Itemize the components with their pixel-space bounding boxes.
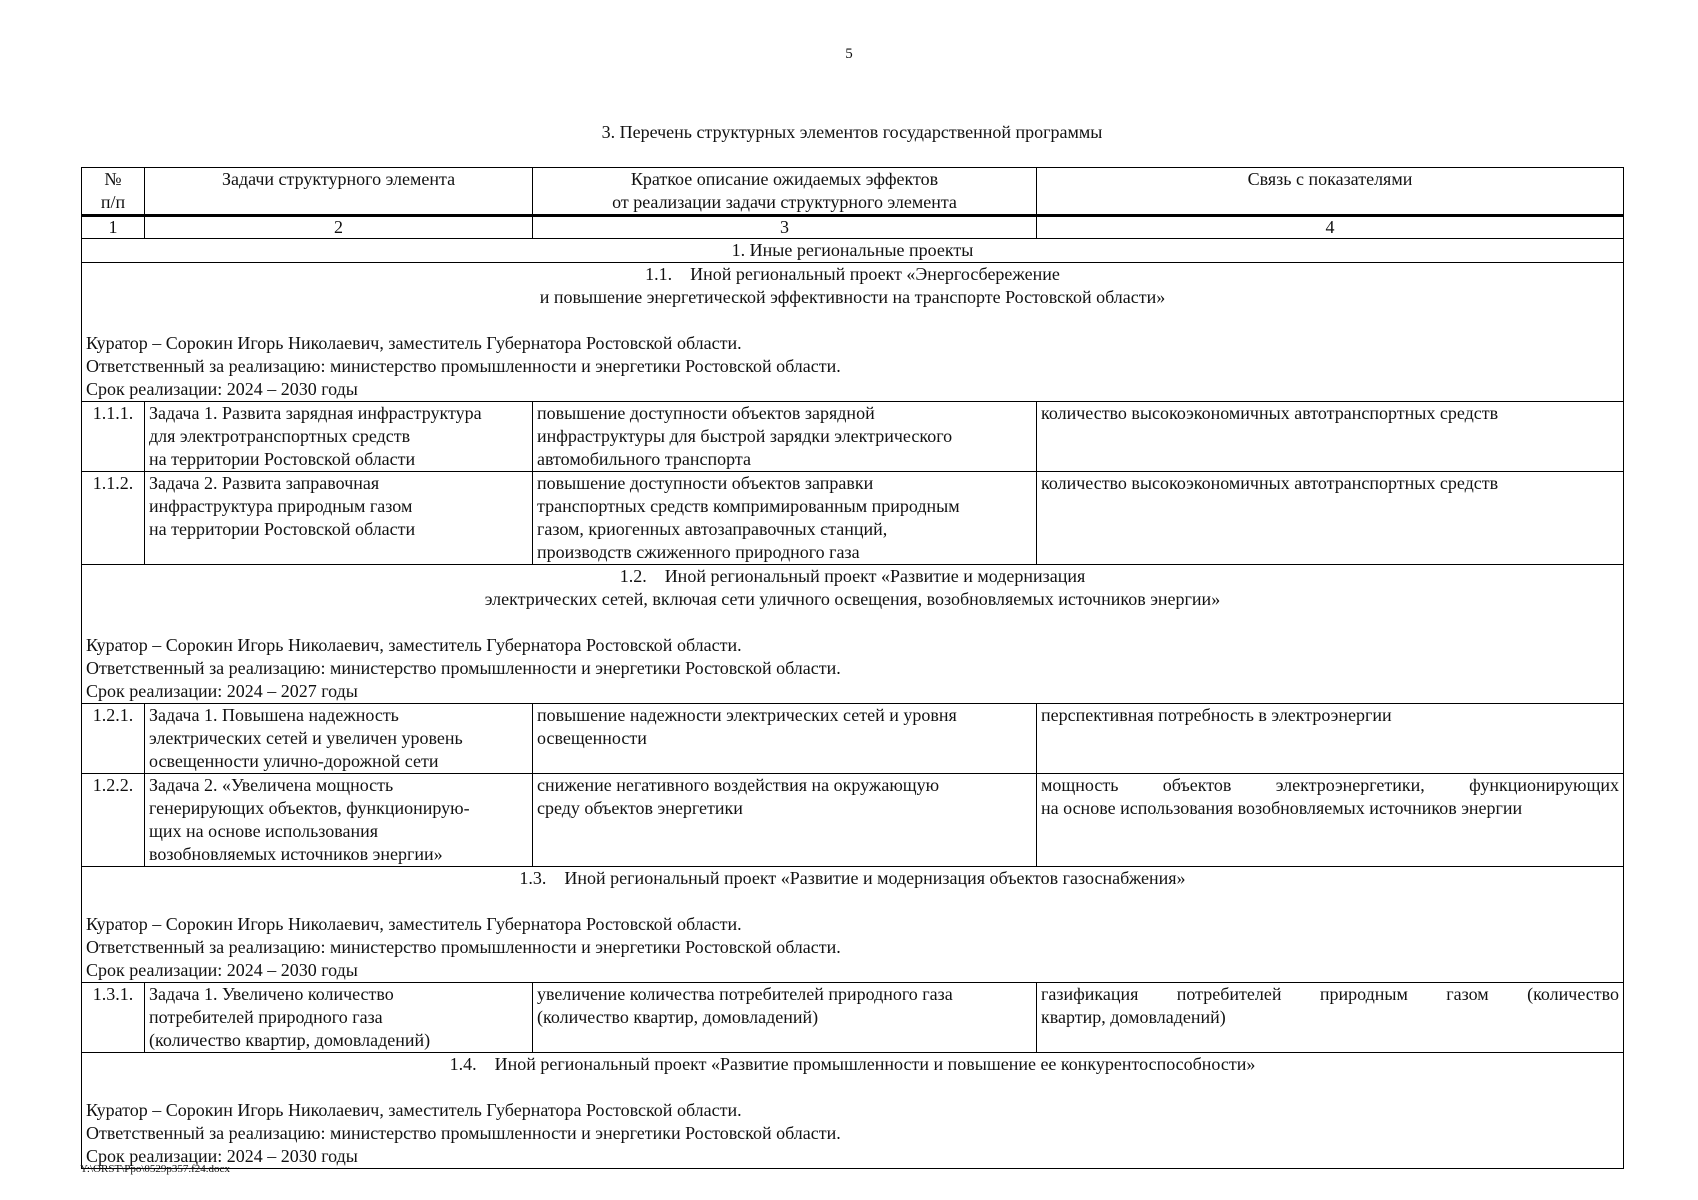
project-responsible: Ответственный за реализацию: министерство промышленности и энергетики Ростовской области. (86, 356, 841, 376)
indicator-link: количество высокоэкономичных автотранспортных средств (1037, 472, 1624, 565)
indicator-link-line: квартир, домовладений) (1041, 1007, 1226, 1027)
project-title-line: электрических сетей, включая сети уличного освещения, возобновляемых источников энергии» (484, 589, 1221, 609)
project-title (86, 1053, 1619, 1076)
column-number-row (82, 216, 1624, 239)
task-number: 1.2.1. (82, 704, 145, 774)
section-row (82, 239, 1624, 263)
task-description: Задача 1. Повышена надежность электрических сетей и увеличен уровень освещенности улично-дорожной сети (145, 704, 533, 774)
task-row (82, 774, 1624, 867)
task-description: Задача 2. «Увеличена мощность генерирующих объектов, функционирую- щих на основе использования возобновляемых источников энергии» (145, 774, 533, 867)
header-row (82, 168, 1624, 216)
project-curator: Куратор – Сорокин Игорь Николаевич, заместитель Губернатора Ростовской области. (86, 1100, 742, 1120)
project-curator: Куратор – Сорокин Игорь Николаевич, заместитель Губернатора Ростовской области. (86, 914, 742, 934)
task-description: Задача 2. Развита заправочная инфраструктура природным газом на территории Ростовской области (145, 472, 533, 565)
project-responsible: Ответственный за реализацию: министерство промышленности и энергетики Ростовской области. (86, 937, 841, 957)
page-number: 5 (845, 46, 853, 62)
project-title-line: и повышение энергетической эффективности на транспорте Ростовской области» (539, 287, 1166, 307)
column-number: 2 (145, 216, 533, 239)
project-responsible: Ответственный за реализацию: министерство промышленности и энергетики Ростовской области. (86, 1123, 841, 1143)
indicator-link (1037, 983, 1624, 1053)
task-number: 1.1.1. (82, 402, 145, 472)
column-number: 1 (82, 216, 145, 239)
project-term: Срок реализации: 2024 – 2030 годы (86, 1146, 358, 1166)
indicator-link: количество высокоэкономичных автотранспортных средств (1037, 402, 1624, 472)
project-title (86, 263, 1619, 309)
spacer (86, 309, 1619, 332)
column-number: 3 (533, 216, 1037, 239)
structural-elements-table (81, 167, 1624, 1169)
task-row (82, 402, 1624, 472)
header-indicators: Связь с показателями (1037, 168, 1624, 216)
spacer (86, 1076, 1619, 1099)
project-row (82, 1053, 1624, 1169)
expected-effect: снижение негативного воздействия на окружающую среду объектов энергетики (533, 774, 1037, 867)
expected-effect: повышение доступности объектов заправки транспортных средств компримированным природным газом, криогенных автозаправочных станций, производств сжиженного природного газа (533, 472, 1037, 565)
project-term: Срок реализации: 2024 – 2030 годы (86, 379, 358, 399)
indicator-link-line: газификация потребителей природным газом (количество (1041, 984, 1619, 1004)
project-responsible: Ответственный за реализацию: министерство промышленности и энергетики Ростовской области. (86, 658, 841, 678)
spacer (86, 611, 1619, 634)
task-description: Задача 1. Развита зарядная инфраструктура для электротранспортных средств на территории Ростовской области (145, 402, 533, 472)
header-effects: Краткое описание ожидаемых эффектов от реализации задачи структурного элемента (533, 168, 1037, 216)
task-row (82, 472, 1624, 565)
task-description: Задача 1. Увеличено количество потребителей природного газа (количество квартир, домовладений) (145, 983, 533, 1053)
task-number: 1.1.2. (82, 472, 145, 565)
project-title-line: 1.4. Иной региональный проект «Развитие промышленности и повышение ее конкурентоспособности» (449, 1054, 1256, 1074)
header-tasks: Задачи структурного элемента (145, 168, 533, 216)
project-row (82, 867, 1624, 983)
project-term: Срок реализации: 2024 – 2030 годы (86, 960, 358, 980)
task-row (82, 983, 1624, 1053)
project-title-line: 1.2. Иной региональный проект «Развитие и модернизация (619, 566, 1086, 586)
column-number: 4 (1037, 216, 1624, 239)
indicator-link: перспективная потребность в электроэнергии (1037, 704, 1624, 774)
indicator-link-line: на основе использования возобновляемых источников энергии (1041, 798, 1523, 818)
file-path-footer: Y:\ORST\Ppo\0529p357.f24.docx (80, 1163, 230, 1175)
project-title (86, 867, 1619, 890)
project-title-line: 1.1. Иной региональный проект «Энергосбережение (645, 264, 1060, 284)
document-title: 3. Перечень структурных элементов государственной программы (601, 122, 1103, 142)
section-title: 1. Иные региональные проекты (82, 239, 1624, 263)
indicator-link (1037, 774, 1624, 867)
project-curator: Куратор – Сорокин Игорь Николаевич, заместитель Губернатора Ростовской области. (86, 635, 742, 655)
project-cell (82, 1053, 1624, 1169)
expected-effect: повышение доступности объектов зарядной инфраструктуры для быстрой зарядки электрического автомобильного транспорта (533, 402, 1037, 472)
indicator-link-line: мощность объектов электроэнергетики, функционирующих (1041, 775, 1619, 795)
project-cell (82, 565, 1624, 704)
task-number: 1.3.1. (82, 983, 145, 1053)
expected-effect: увеличение количества потребителей природного газа (количество квартир, домовладений) (533, 983, 1037, 1053)
project-term: Срок реализации: 2024 – 2027 годы (86, 681, 358, 701)
spacer (86, 890, 1619, 913)
project-title-line: 1.3. Иной региональный проект «Развитие и модернизация объектов газоснабжения» (519, 868, 1186, 888)
expected-effect: повышение надежности электрических сетей и уровня освещенности (533, 704, 1037, 774)
project-title (86, 565, 1619, 611)
project-curator: Куратор – Сорокин Игорь Николаевич, заместитель Губернатора Ростовской области. (86, 333, 742, 353)
task-number: 1.2.2. (82, 774, 145, 867)
project-cell (82, 867, 1624, 983)
header-number: № п/п (82, 168, 145, 216)
project-row (82, 565, 1624, 704)
project-cell (82, 263, 1624, 402)
project-row (82, 263, 1624, 402)
task-row (82, 704, 1624, 774)
